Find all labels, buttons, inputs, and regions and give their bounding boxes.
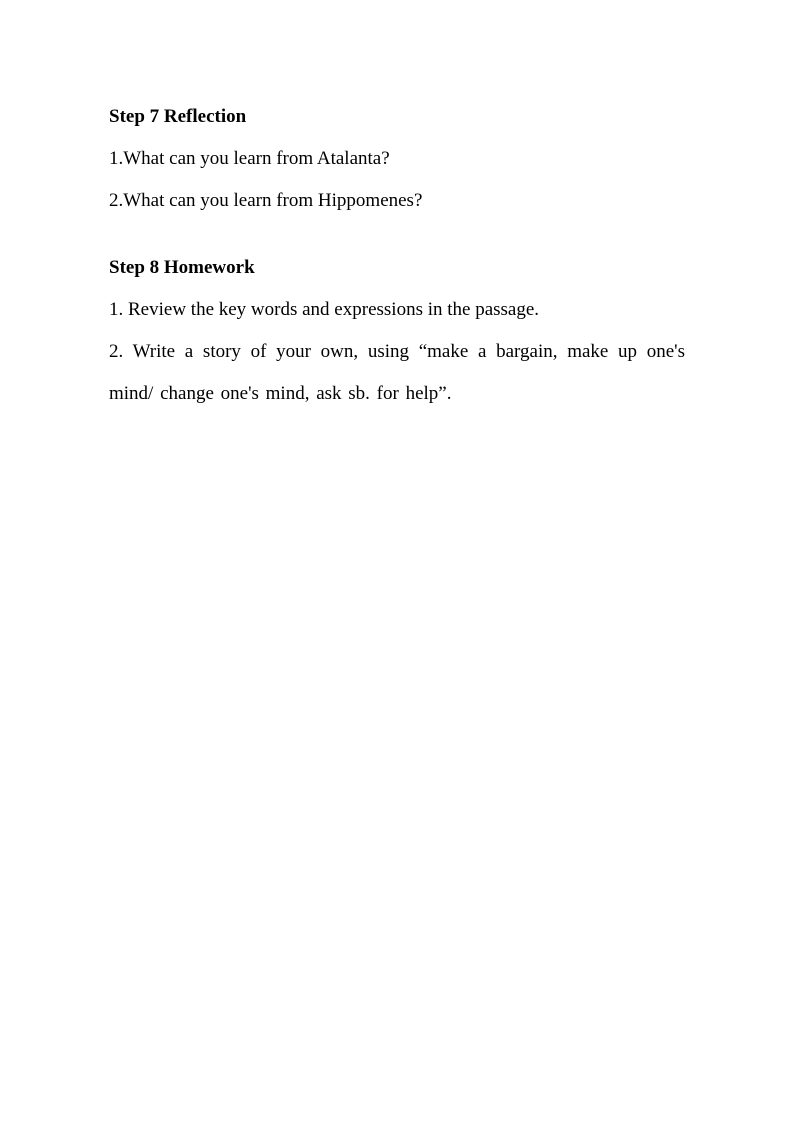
homework-item-1: 1. Review the key words and expressions in the passage. xyxy=(109,299,540,320)
homework-item-2: 2. Write a story of your own, using “make a bargain, make up one's mind/ change one's mind, ask sb. for help”. xyxy=(109,341,685,404)
reflection-question-2: 2.What can you learn from Hippomenes? xyxy=(109,190,423,211)
reflection-question-1: 1.What can you learn from Atalanta? xyxy=(109,148,390,169)
step-7-section xyxy=(109,104,685,214)
document-body xyxy=(109,104,685,415)
step-8-heading: Step 8 Homework xyxy=(109,257,255,278)
step-7-heading: Step 7 Reflection xyxy=(109,106,247,127)
step-8-section xyxy=(109,255,685,415)
